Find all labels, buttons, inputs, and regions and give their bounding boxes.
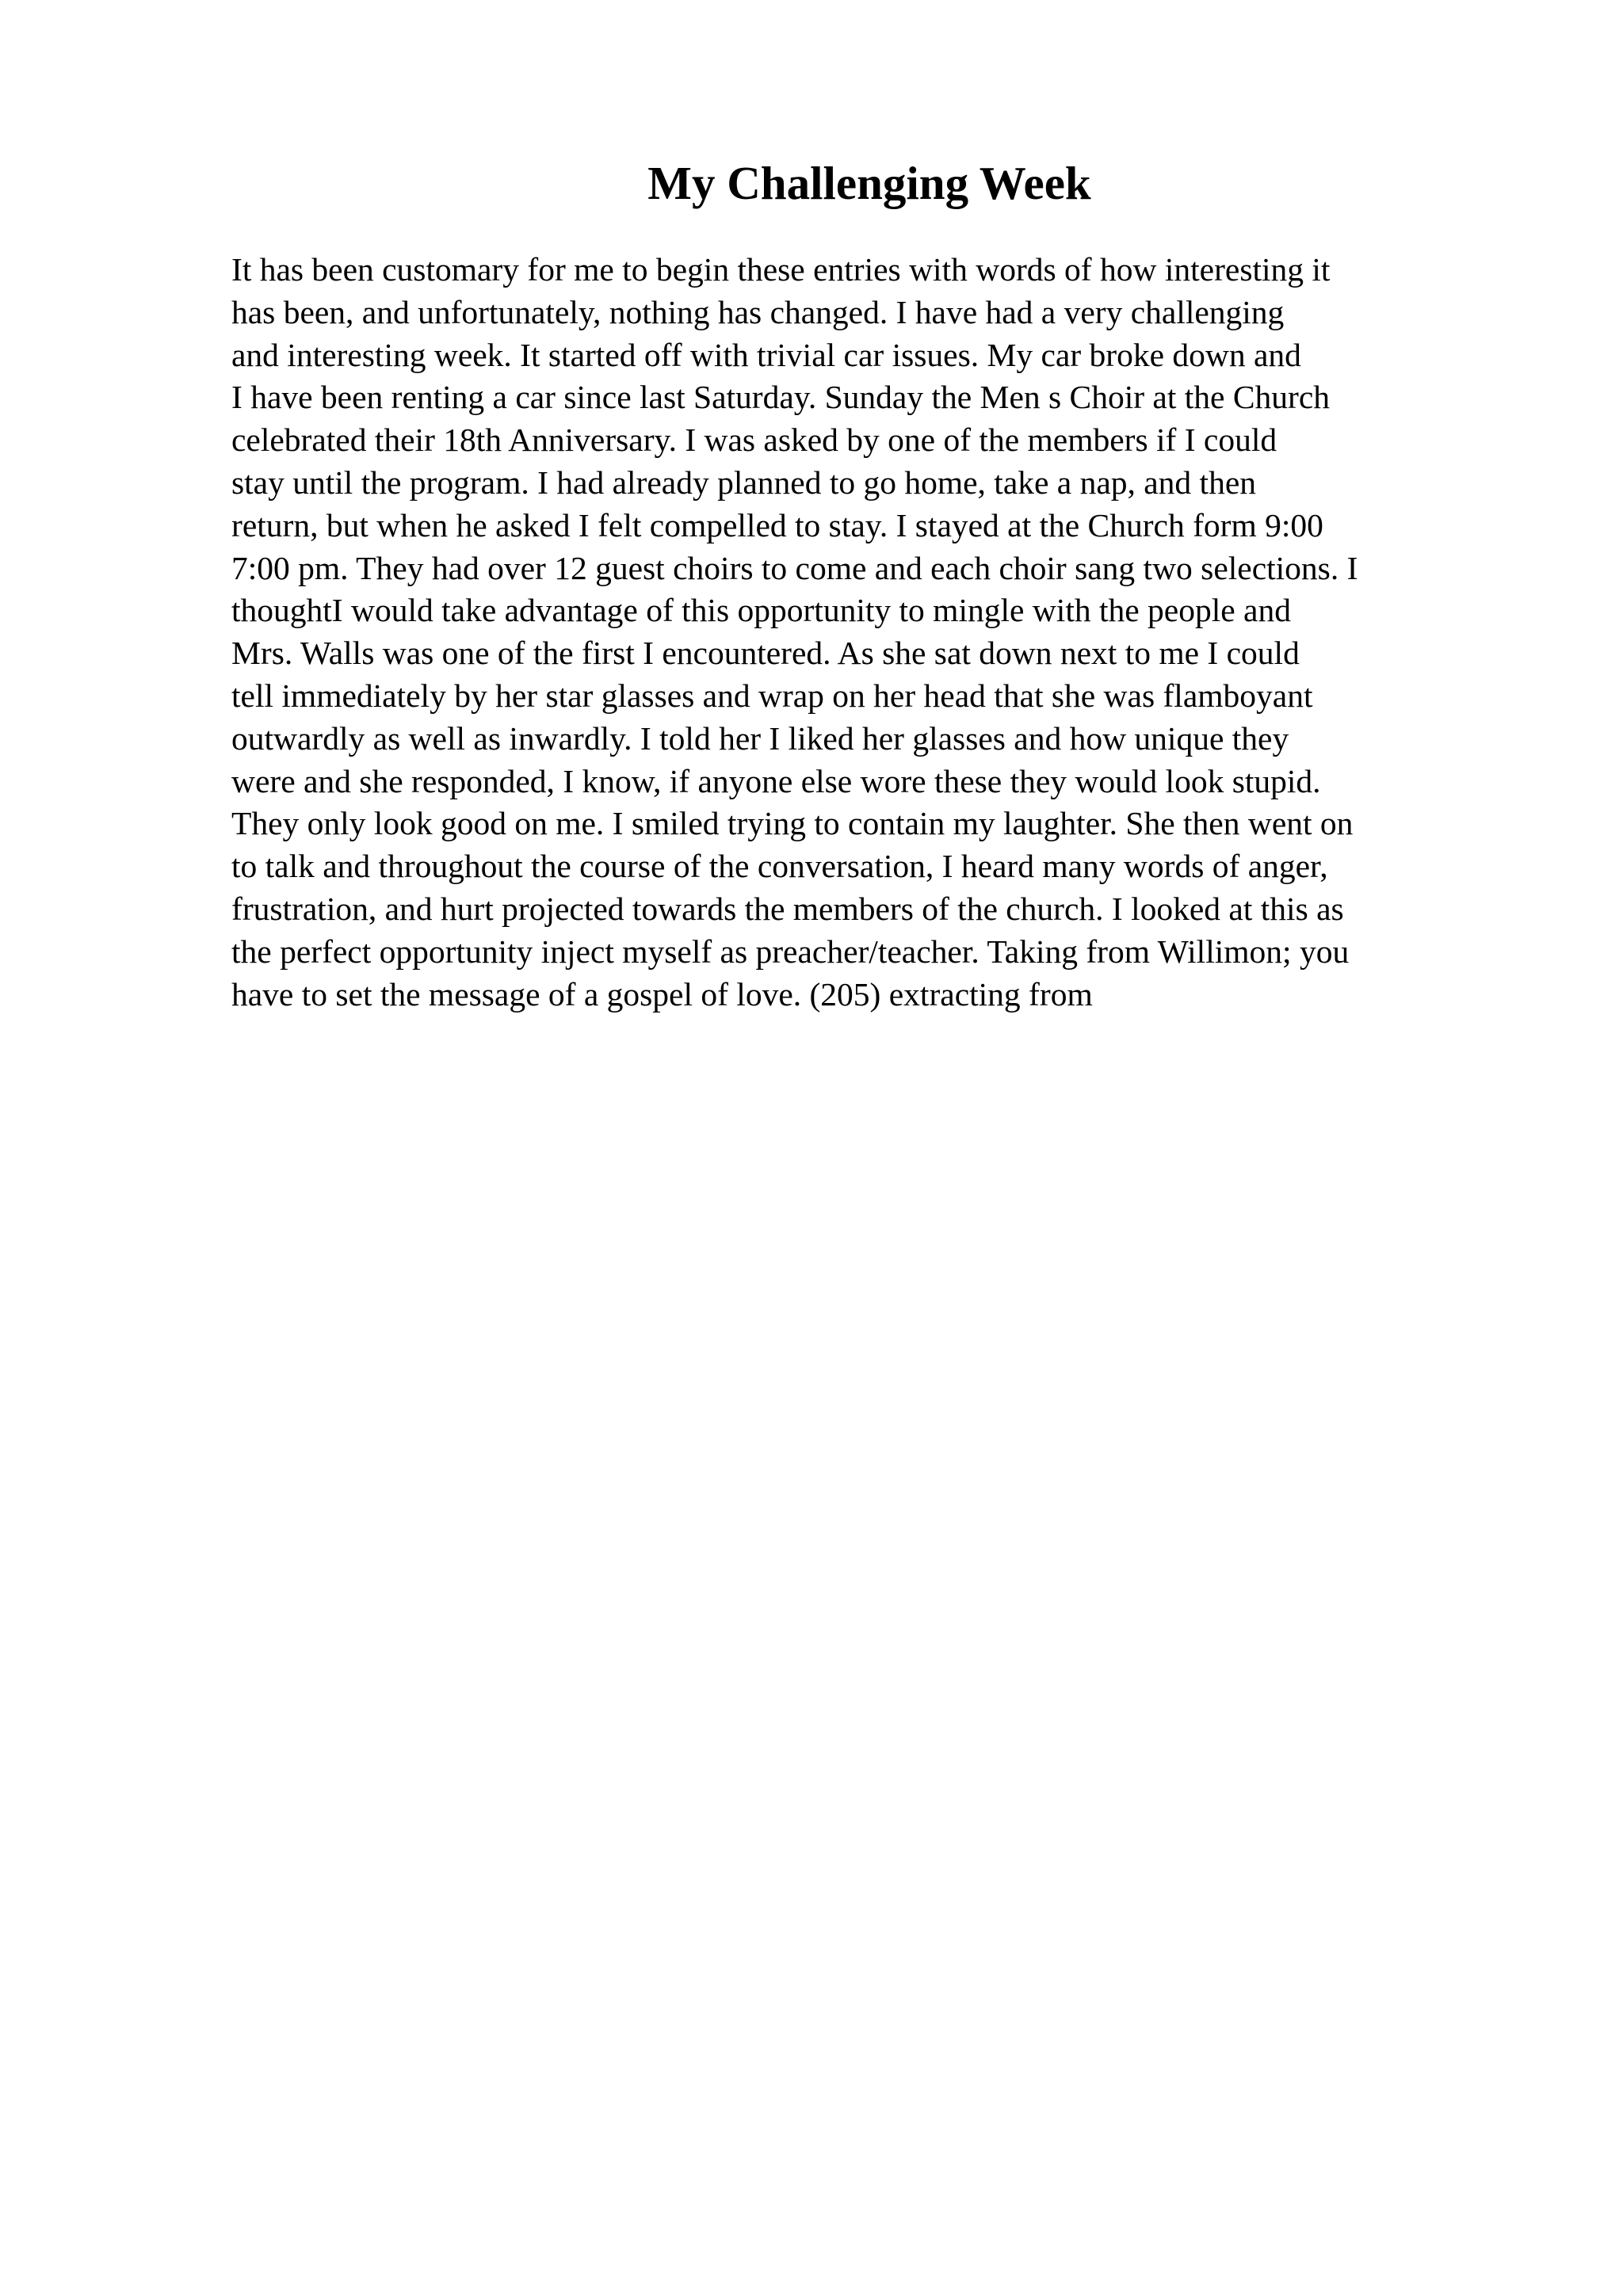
body-line: return, but when he asked I felt compelled to stay. I stayed at the Church form 9:00 bbox=[231, 506, 1323, 543]
body-line: to talk and throughout the course of the conversation, I heard many words of anger, bbox=[231, 848, 1328, 885]
body-line: frustration, and hurt projected towards the members of the church. I looked at this as bbox=[231, 890, 1344, 927]
body-line: They only look good on me. I smiled trying to contain my laughter. She then went on bbox=[231, 805, 1354, 842]
document-title: My Challenging Week bbox=[647, 157, 1091, 209]
body-line: and interesting week. It started off with trivial car issues. My car broke down and bbox=[231, 336, 1301, 373]
body-line: I have been renting a car since last Saturday. Sunday the Men s Choir at the Church bbox=[231, 379, 1330, 416]
body-line: It has been customary for me to begin these entries with words of how interesting it bbox=[231, 251, 1331, 288]
document-body bbox=[231, 249, 1594, 1016]
body-line: were and she responded, I know, if anyone else wore these they would look stupid. bbox=[231, 762, 1321, 799]
body-line: stay until the program. I had already planned to go home, take a nap, and then bbox=[231, 463, 1257, 501]
body-line: outwardly as well as inwardly. I told her I liked her glasses and how unique they bbox=[231, 719, 1289, 757]
body-line: celebrated their 18th Anniversary. I was asked by one of the members if I could bbox=[231, 421, 1277, 459]
body-line: thoughtI would take advantage of this opportunity to mingle with the people and bbox=[231, 592, 1291, 629]
body-line: Mrs. Walls was one of the first I encountered. As she sat down next to me I could bbox=[231, 635, 1300, 672]
body-line: has been, and unfortunately, nothing has changed. I have had a very challenging bbox=[231, 293, 1285, 330]
body-line: tell immediately by her star glasses and wrap on her head that she was flamboyant bbox=[231, 677, 1313, 714]
body-line: have to set the message of a gospel of love. (205) extracting from bbox=[231, 975, 1093, 1013]
body-line: 7:00 pm. They had over 12 guest choirs to come and each choir sang two selections. I bbox=[231, 549, 1358, 586]
body-line: the perfect opportunity inject myself as preacher/teacher. Taking from Willimon; you bbox=[231, 933, 1350, 970]
